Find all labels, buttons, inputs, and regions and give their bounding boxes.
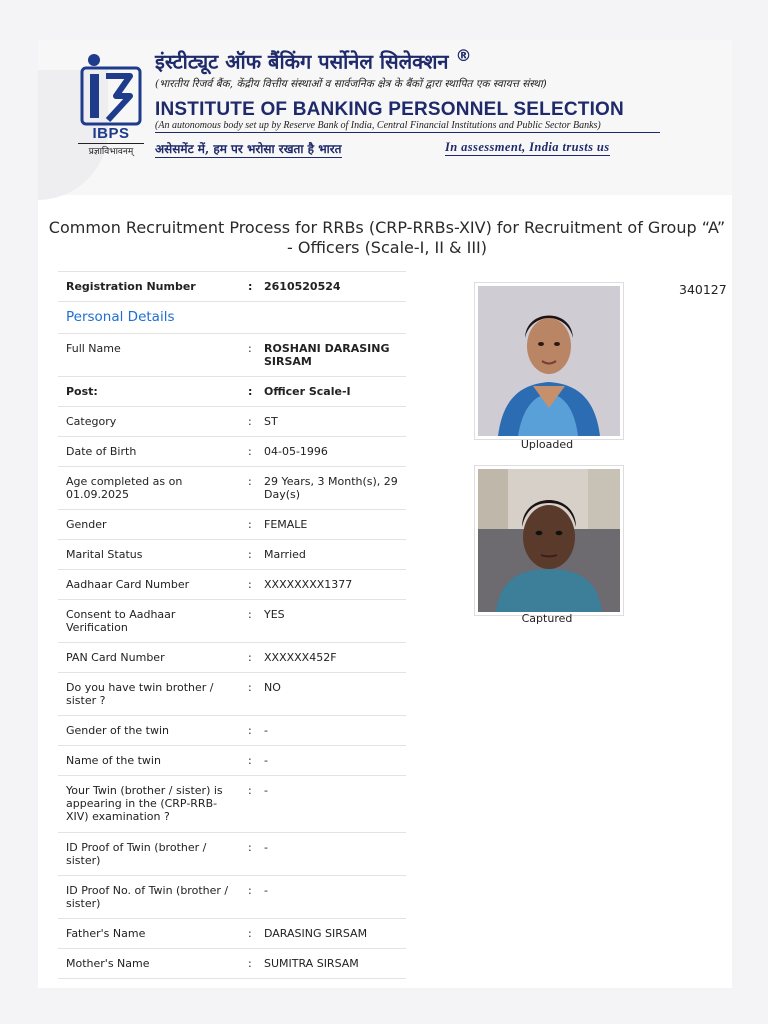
row-value: 04-05-1996 — [260, 437, 406, 467]
row-value: - — [260, 746, 406, 776]
row-value: YES — [260, 600, 406, 643]
row-label: Gender — [58, 510, 238, 540]
row-label: Your Twin (brother / sister) is appearing in the (CRP-RRB-XIV) examination ? — [58, 776, 238, 833]
row-separator: : — [238, 540, 260, 570]
detail-row — [58, 776, 406, 833]
hindi-subtitle: (भारतीय रिजर्व बैंक, केंद्रीय वित्तीय संस्थाओं व सार्वजनिक क्षेत्र के बैंकों द्वारा स्थापित एक स्वायत्त संस्था) — [155, 78, 547, 90]
row-value: ST — [260, 407, 406, 437]
row-label: Registration Number — [58, 272, 238, 302]
row-label: Aadhaar Card Number — [58, 570, 238, 600]
row-separator: : — [238, 643, 260, 673]
detail-row — [58, 570, 406, 600]
row-value: NO — [260, 673, 406, 716]
row-value: XXXXXX452F — [260, 643, 406, 673]
registered-mark: ® — [455, 46, 472, 65]
row-value: XXXXXXXX1377 — [260, 570, 406, 600]
row-separator: : — [238, 776, 260, 833]
row-label: Category — [58, 407, 238, 437]
row-value: ROSHANI DARASING SIRSAM — [260, 334, 406, 377]
row-separator: : — [238, 510, 260, 540]
row-label: Post: — [58, 377, 238, 407]
detail-row — [58, 746, 406, 776]
document-title — [48, 218, 726, 258]
tagline-hindi: असेसमेंट में, हम पर भरोसा रखता है भारत — [155, 142, 342, 156]
row-value: - — [260, 716, 406, 746]
detail-row — [58, 673, 406, 716]
detail-row — [58, 600, 406, 643]
row-separator: : — [238, 467, 260, 510]
row-separator: : — [238, 570, 260, 600]
english-subtitle: (An autonomous body set up by Reserve Bank of India, Central Financial Institutions and Public Sector Banks) — [155, 120, 660, 133]
detail-row — [58, 437, 406, 467]
row-separator: : — [238, 716, 260, 746]
detail-row — [58, 833, 406, 876]
detail-row — [58, 467, 406, 510]
uploaded-photo — [474, 282, 624, 440]
logo-text: IBPS — [92, 125, 130, 142]
registration-number: 2610520524 — [260, 272, 406, 302]
row-value: Married — [260, 540, 406, 570]
detail-row — [58, 919, 406, 949]
row-value: - — [260, 833, 406, 876]
row-separator: : — [238, 949, 260, 979]
row-separator: : — [238, 919, 260, 949]
detail-row — [58, 949, 406, 979]
detail-row — [58, 716, 406, 746]
row-separator: : — [238, 600, 260, 643]
row-label: Marital Status — [58, 540, 238, 570]
row-label: Consent to Aadhaar Verification — [58, 600, 238, 643]
row-value: Officer Scale-I — [260, 377, 406, 407]
row-value: - — [260, 776, 406, 833]
detail-row — [58, 540, 406, 570]
captured-caption: Captured — [521, 612, 573, 625]
document-title-line1: Common Recruitment Process for RRBs (CRP-RRBs-XIV) for Recruitment of Group “A” — [48, 218, 726, 237]
row-separator: : — [238, 334, 260, 377]
detail-row — [58, 377, 406, 407]
uploaded-caption: Uploaded — [520, 438, 574, 451]
row-label: Date of Birth — [58, 437, 238, 467]
english-title: INSTITUTE OF BANKING PERSONNEL SELECTION — [155, 99, 624, 120]
hindi-title-text: इंस्टीट्यूट ऑफ बैंकिंग पर्सोनेल सिलेक्शन — [155, 49, 449, 74]
row-separator: : — [238, 272, 260, 302]
row-value: SUMITRA SIRSAM — [260, 949, 406, 979]
side-number: 340127 — [679, 282, 727, 297]
row-label: Name of the twin — [58, 746, 238, 776]
captured-photo — [474, 465, 624, 616]
row-separator: : — [238, 746, 260, 776]
row-label: Full Name — [58, 334, 238, 377]
row-separator: : — [238, 876, 260, 919]
row-label: Mother's Name — [58, 949, 238, 979]
tagline-english: In assessment, India trusts us — [445, 140, 610, 154]
registration-row — [58, 272, 406, 302]
row-label: ID Proof No. of Twin (brother / sister) — [58, 876, 238, 919]
row-label: Age completed as on 01.09.2025 — [58, 467, 238, 510]
section-row — [58, 302, 406, 334]
row-label: Father's Name — [58, 919, 238, 949]
row-value: DARASING SIRSAM — [260, 919, 406, 949]
row-separator: : — [238, 673, 260, 716]
row-label: ID Proof of Twin (brother / sister) — [58, 833, 238, 876]
row-separator: : — [238, 833, 260, 876]
section-title: Personal Details — [58, 302, 406, 334]
detail-row — [58, 643, 406, 673]
row-value: 29 Years, 3 Month(s), 29 Day(s) — [260, 467, 406, 510]
detail-row — [58, 334, 406, 377]
row-separator: : — [238, 377, 260, 407]
row-separator: : — [238, 437, 260, 467]
document-title-line2: - Officers (Scale-I, II & III) — [287, 238, 487, 257]
row-value: FEMALE — [260, 510, 406, 540]
details-table — [58, 271, 406, 979]
detail-row — [58, 407, 406, 437]
detail-row — [58, 510, 406, 540]
hindi-title — [155, 46, 472, 75]
row-label: Do you have twin brother / sister ? — [58, 673, 238, 716]
row-label: PAN Card Number — [58, 643, 238, 673]
row-separator: : — [238, 407, 260, 437]
row-value: - — [260, 876, 406, 919]
detail-row — [58, 876, 406, 919]
row-label: Gender of the twin — [58, 716, 238, 746]
logo-subtext: प्रज्ञाविभावनम् — [78, 143, 144, 157]
